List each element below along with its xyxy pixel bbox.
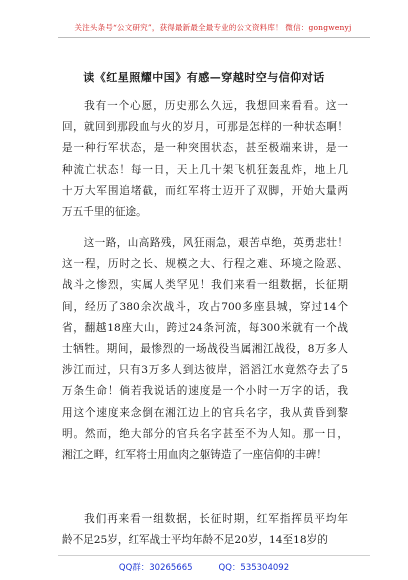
document-title: 读《红星照耀中国》有感—穿越时空与信仰对话	[83, 71, 325, 84]
paragraph-line: 回，就回到那段血与火的岁月，可那是怎样的一种状态啊！	[62, 121, 348, 134]
footer-qq-group: QQ群：30265665	[118, 563, 193, 573]
paragraph-line: 明。然而，绝大部分的官兵名字甚至不为人知。那一日，	[62, 427, 348, 440]
line-text: 我们再来看一组数据，长征时期，红军指挥员平均年	[83, 513, 348, 525]
paragraph-line: 龄不足25岁，红军战士平均年龄不足20岁，14至18岁的	[62, 534, 328, 547]
paragraph-line: 士牺牲。期间，最惨烈的一场战役当属湘江战役，8万多人	[62, 342, 348, 355]
paragraph-line: 湘江之畔，红军将士用血肉之躯铸造了一座信仰的丰碑！	[62, 448, 327, 461]
paragraph-line: 战斗之惨烈，实属人类罕见！我们来看一组数据，长征期	[62, 279, 348, 292]
header-divider	[58, 37, 370, 38]
paragraph-line: 是一种行军状态，是一种突围状态，甚至极端来讲，是一	[62, 142, 348, 155]
paragraph-line	[62, 233, 348, 254]
paragraph-line: 省，翻越18座大山，跨过24条河流，每300米就有一个战	[62, 321, 348, 334]
paragraph-line: 这一程，历时之长、规模之大、行程之难、环境之险恶、	[62, 258, 348, 271]
header-note: 关注头条号“公文研究”，获得最新最全最专业的公文资料库！ 微信：gongwenyj	[74, 23, 352, 32]
paragraph-line: 用这个速度来念倒在湘江边上的官兵名字，我从黄昏到黎	[62, 406, 348, 419]
paragraph-2	[62, 233, 348, 466]
paragraph-line: 万五千里的征途。	[62, 205, 147, 218]
footer-divider	[58, 555, 370, 556]
paragraph-line: 十万大军围追堵截，而红军将士迈开了双脚，开始大量两	[62, 184, 348, 197]
line-text: 这一路，山高路残，风狂雨急，艰苦卓绝，英勇悲壮！	[83, 237, 348, 249]
line-text: 我有一个心愿，历史那么久远，我想回来看看。这一	[83, 100, 348, 112]
paragraph-line	[62, 509, 348, 530]
paragraph-line: 种流亡状态！每一日，天上几十架飞机狂轰乱炸，地上几	[62, 163, 348, 176]
paragraph-line: 涉江而过，只有3万多人到达彼岸，滔滔江水竟然夺去了5	[62, 364, 348, 377]
footer-qq: QQ：535304092	[218, 563, 290, 573]
paragraph-1	[62, 96, 348, 223]
paragraph-line: 万条生命！倘若我说话的速度是一个小时一万字的话，我	[62, 385, 348, 398]
paragraph-line	[62, 96, 348, 117]
paragraph-line: 间，经历了380余次战斗，攻占700多座县城，穿过14个	[62, 300, 348, 313]
page-footer	[0, 561, 408, 573]
paragraph-3-visible	[62, 509, 348, 551]
